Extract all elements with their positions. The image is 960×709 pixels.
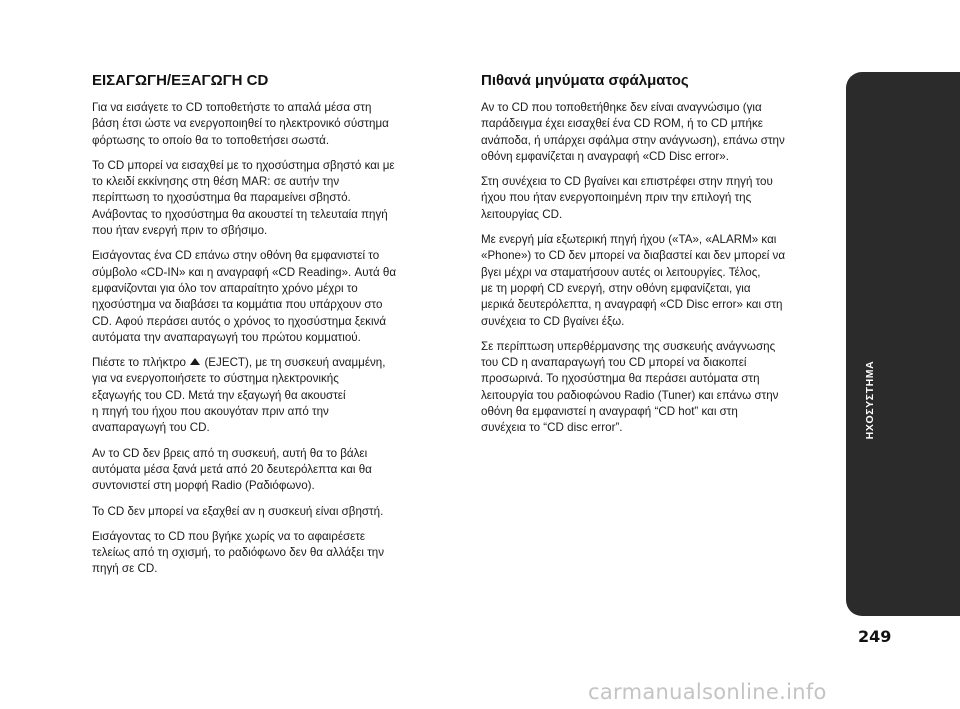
paragraph: Το CD δεν μπορεί να εξαχθεί αν η συσκευή είναι σβηστή. bbox=[92, 504, 384, 518]
section-heading-cd-insert-eject: ΕΙΣΑΓΩΓΗ/ΕΞΑΓΩΓΗ CD bbox=[92, 72, 269, 89]
paragraph: Με ενεργή μία εξωτερική πηγή ήχου («TA», «ALARM» και «Phone») το CD δεν μπορεί να διαβαστεί και δεν μπορεί να βγει μέχρι να σταματήσουν αυτές οι λειτουργίες. Τέλος, με τη μορφή CD ενεργή, στην οθόνη εμφανίζεται, για μερικά δευτερόλεπτα, η αναγραφή «CD Disc error» και στη συνέχεια το CD βγαίνει έξω. bbox=[481, 233, 786, 328]
section-heading-error-messages: Πιθανά μηνύματα σφάλματος bbox=[481, 72, 689, 89]
paragraph: Αν το CD δεν βρεις από τη συσκευή, αυτή θα το βάλει αυτόματα μέσα ξανά μετά από 20 δευτερόλεπτα και θα συντονιστεί στη μορφή Radio (Ραδιόφωνο). bbox=[92, 446, 372, 493]
left-column bbox=[92, 72, 470, 587]
paragraph: Εισάγοντας το CD που βγήκε χωρίς να το αφαιρέσετε τελείως από τη σχισμή, το ραδιόφωνο δεν θα αλλάξει την πηγή σε CD. bbox=[92, 529, 385, 576]
page-number: 249 bbox=[858, 627, 892, 646]
paragraph: Σε περίπτωση υπερθέρμανσης της συσκευής ανάγνωσης του CD η αναπαραγωγή του CD μπορεί να διακοπεί προσωρινά. Το ηχοσύστημα θα περάσει αυτόματα στη λειτουργία του ραδιοφώνου Radio (Tuner) και επάνω στην οθόνη θα εμφανιστεί η αναγραφή “CD hot” και στη συνέχεια το “CD disc error”. bbox=[481, 339, 779, 435]
eject-text-prefix: Πιέστε το πλήκτρο bbox=[92, 356, 190, 370]
eject-text-suffix: (EJECT), με τη συσκευή αναμμένη, για να ενεργοποιήσετε το σύστημα ηλεκτρονικής εξαγωγής του CD. Μετά την εξαγωγή θα ακουστεί η πηγή του ήχου που ακουγόταν πριν από την αναπαραγωγή του CD. bbox=[92, 356, 386, 435]
paragraph: Αν το CD που τοποθετήθηκε δεν είναι αναγνώσιμο (για παράδειγμα έχει εισαχθεί ένα CD ROM, ή το CD μπήκε ανάποδα, ή υπάρχει σφάλμα στην ανάγνωση), επάνω στην οθόνη εμφανίζεται η αναγραφή «CD Disc error». bbox=[481, 101, 785, 163]
chapter-side-tab bbox=[846, 72, 960, 616]
paragraph: Εισάγοντας ένα CD επάνω στην οθόνη θα εμφανιστεί το σύμβολο «CD-IN» και η αναγραφή «CD Reading». Αυτά θα εμφανίζονται για όλο τον απαραίτητο χρόνο μέχρι το ηχοσύστημα να διαβάσει τα κομμάτια που υπάρχουν στο CD. Αφού περάσει αυτός ο χρόνος το ηχοσύστημα ξεκινά αυτόματα την αναπαραγωγή του πρώτου κομματιού. bbox=[92, 249, 397, 344]
paragraph: Το CD μπορεί να εισαχθεί με το ηχοσύστημα σβηστό και με το κλειδί εκκίνησης στη θέση MAR: σε αυτήν την περίπτωση το ηχοσύστημα θα παραμείνει σβηστό. Ανάβοντας το ηχοσύστημα θα ακουστεί τη τελευταία πηγή που ήταν ενεργή πριν το σβήσιμο. bbox=[92, 158, 395, 238]
chapter-tab-label: ΗΧΟΣΥΣΤΗΜΑ bbox=[864, 360, 876, 440]
watermark: carmanualsonline.info bbox=[588, 680, 827, 704]
paragraph: Για να εισάγετε το CD τοποθετήστε το απαλά μέσα στη βάση έτσι ώστε να ενεργοποιηθεί το ηλεκτρονικό σύστημα φόρτωσης το οποίο θα το τοποθετήσει σωστά. bbox=[92, 101, 389, 147]
eject-icon bbox=[190, 358, 200, 365]
paragraph-eject bbox=[92, 355, 470, 436]
paragraph: Στη συνέχεια το CD βγαίνει και επιστρέφει στην πηγή του ήχου που ήταν ενεργοποιημένη πριν την επιλογή της λειτουργίας CD. bbox=[481, 175, 773, 221]
right-column bbox=[481, 72, 859, 446]
